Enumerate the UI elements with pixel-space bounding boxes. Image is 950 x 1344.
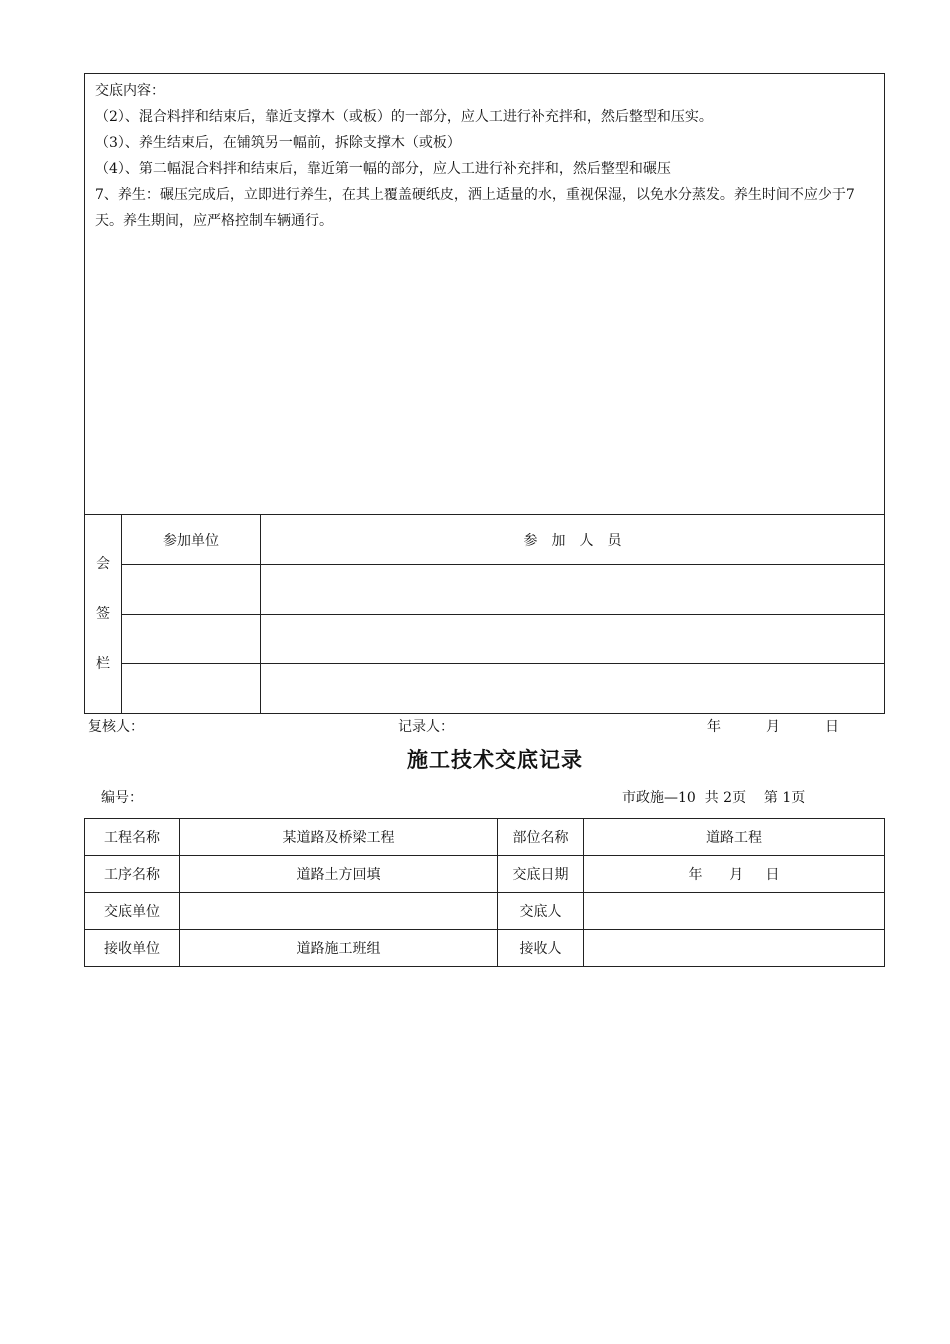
content-line: （4）、第二幅混合料拌和结束后，靠近第一幅的部分，应人工进行补充拌和，然后整型和碾压	[95, 161, 671, 177]
info-label: 部位名称	[498, 819, 584, 856]
info-value[interactable]	[584, 893, 885, 930]
content-line: （2）、混合料拌和结束后，靠近支撑木（或板）的一部分，应人工进行补充拌和，然后整型和压实。	[95, 109, 713, 125]
sign-people-cell[interactable]	[261, 565, 885, 615]
sign-side-char: 会	[96, 556, 110, 572]
info-label: 交底日期	[498, 856, 584, 893]
info-label: 工序名称	[85, 856, 180, 893]
sign-unit-cell[interactable]	[122, 615, 261, 664]
code-pages: 市政施—10 共 2页 第 1页	[622, 790, 806, 806]
info-value[interactable]: 道路工程	[584, 819, 885, 856]
form-title: 施工技术交底记录	[407, 747, 583, 772]
sign-unit-cell[interactable]	[122, 565, 261, 615]
info-label: 交底单位	[85, 893, 180, 930]
info-value[interactable]: 年 月 日	[584, 856, 885, 893]
content-line: 7、养生：碾压完成后，立即进行养生，在其上覆盖硬纸皮，洒上适量的水，重视保湿，以免水分蒸发。养生时间不应少于7天。养生期间，应严格控制车辆通行。	[95, 187, 855, 229]
info-table	[84, 818, 885, 967]
recorder-label: 记录人：	[398, 719, 454, 735]
sign-side-char: 栏	[96, 656, 110, 672]
sign-table	[84, 514, 885, 714]
sign-people-cell[interactable]	[261, 664, 885, 714]
info-label: 工程名称	[85, 819, 180, 856]
sign-col-people: 参 加 人 员	[261, 515, 885, 565]
info-value[interactable]: 某道路及桥梁工程	[180, 819, 498, 856]
info-value[interactable]: 道路土方回填	[180, 856, 498, 893]
info-label: 接收人	[498, 930, 584, 967]
info-label: 接收单位	[85, 930, 180, 967]
content-box	[84, 73, 885, 515]
info-value[interactable]: 道路施工班组	[180, 930, 498, 967]
content-heading: 交底内容：	[95, 83, 165, 99]
sign-unit-cell[interactable]	[122, 664, 261, 714]
sign-side-char: 签	[96, 606, 110, 622]
info-label: 交底人	[498, 893, 584, 930]
year-label: 年	[707, 719, 721, 735]
sign-col-unit: 参加单位	[122, 515, 261, 565]
day-label: 日	[825, 719, 839, 735]
sign-side-label	[85, 515, 122, 714]
month-label: 月	[766, 719, 780, 735]
info-value[interactable]	[584, 930, 885, 967]
sign-people-cell[interactable]	[261, 615, 885, 664]
info-value[interactable]	[180, 893, 498, 930]
content-line: （3）、养生结束后，在铺筑另一幅前，拆除支撑木（或板）	[95, 135, 461, 151]
reviewer-label: 复核人：	[88, 719, 144, 735]
number-label: 编号：	[101, 790, 143, 806]
